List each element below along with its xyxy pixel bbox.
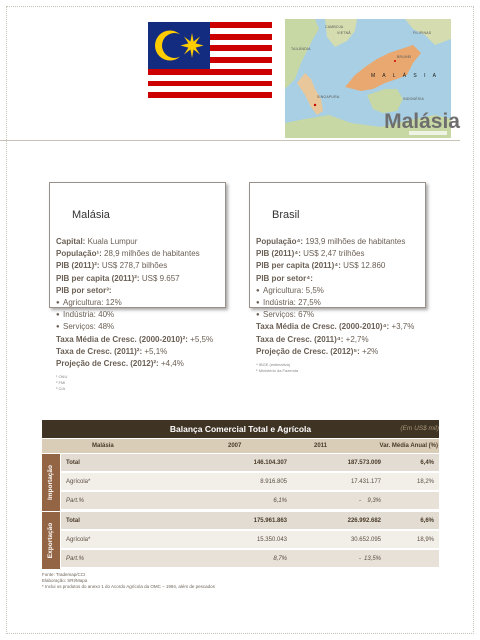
cell-2007: 6,1% — [273, 498, 287, 504]
import-side-label: Importação — [47, 464, 55, 501]
row-label: Part.% — [66, 498, 85, 504]
table-row — [61, 531, 439, 549]
map-label-thailand: TAILÂNDIA — [291, 47, 311, 51]
malaysia-notes — [56, 374, 213, 392]
row-label: Part.% — [66, 556, 85, 562]
malaysia-box-title: Malásia — [72, 209, 110, 221]
flag-canton — [148, 22, 210, 69]
note: ³ CIA — [56, 386, 66, 392]
avg-growth-key: Taxa Média de Cresc. (2000-2010)²: — [56, 334, 188, 344]
table-unit: (Em US$ mil) — [400, 425, 439, 432]
gdp-by-sector-key: PIB por setor⁴: — [256, 273, 313, 283]
gdp-key: PIB (2011)²: — [56, 261, 100, 271]
growth-key: Taxa de Cresc. (2011)²: — [56, 346, 143, 356]
brazil-info — [256, 236, 414, 374]
header-2007: 2007 — [228, 443, 242, 449]
cell-variation: 6,4% — [420, 460, 434, 466]
header-variation: Var. Média Anual (%) — [379, 443, 438, 449]
sector-industry: ● Indústria: 40% — [56, 309, 213, 321]
sector-services: ● Serviços: 67% — [256, 309, 414, 321]
note: ⁴ IBGE (estimativa) — [256, 362, 291, 368]
gdp-per-capita-value: US$ 9.657 — [141, 273, 180, 283]
population-key: População⁴: — [256, 237, 304, 246]
map-label-cambodia: CAMBOJA — [325, 25, 344, 29]
capital-key: Capital: — [56, 237, 86, 246]
map-label-singapore: SINGAPURA — [317, 95, 340, 99]
table-row — [61, 512, 439, 530]
cell-variation: 18,9% — [416, 537, 434, 543]
table-footnote: * Inclui os produtos do anexo 1 do Acordo Agrícola da OMC – 1994, além de pescados — [42, 584, 215, 589]
malaysia-info — [56, 236, 213, 392]
cell-variation: 18,2% — [416, 479, 434, 485]
cell-2007: 146.104.307 — [253, 460, 287, 466]
page-title: Malásia — [384, 110, 460, 133]
population-value: 28,9 milhões de habitantes — [104, 249, 200, 259]
population-value: 193,9 milhões de habitantes — [305, 237, 406, 246]
cell-2011: 17.431.177 — [350, 479, 381, 485]
row-label: Agrícola* — [66, 479, 91, 485]
row-label: Total — [66, 460, 80, 466]
cell-2011: 9,3% — [367, 498, 381, 504]
map-label-indonesia: INDONÉSIA — [403, 97, 425, 101]
brazil-notes — [256, 362, 414, 374]
table-row — [61, 492, 439, 510]
header-2011: 2011 — [314, 443, 328, 449]
malaysia-flag — [148, 22, 272, 104]
avg-growth-value: +3,7% — [391, 322, 415, 332]
gdp-per-capita-value: US$ 12.860 — [343, 261, 386, 271]
gdp-value: US$ 278,7 bilhões — [101, 261, 168, 271]
cell-2011: 187.573.009 — [347, 460, 381, 466]
export-side-label-wrap — [42, 512, 60, 569]
cell-2007: 15.350.043 — [256, 537, 287, 543]
population-key: População¹: — [56, 249, 102, 259]
cell-2007: 8,7% — [273, 556, 287, 562]
table-row — [61, 473, 439, 491]
growth-value: +2,7% — [345, 334, 369, 344]
gdp-per-capita-key: PIB per capita (2011)²: — [56, 273, 140, 283]
projection-value: +4,4% — [160, 359, 184, 369]
projection-value: +2% — [362, 346, 379, 356]
cell-2007: 8.916.805 — [260, 479, 287, 485]
table-row — [61, 454, 439, 472]
capital-value: Kuala Lumpur — [87, 237, 138, 246]
header-country: Malásia — [92, 443, 114, 449]
import-side-label-wrap — [42, 454, 60, 511]
projection-key: Projeção de Cresc. (2012)⁵: — [256, 346, 360, 356]
brazil-box-title: Brasil — [272, 209, 300, 221]
sector-agriculture: ● Agricultura: 5,5% — [256, 285, 414, 297]
cell-2011: 13,5% — [363, 556, 381, 562]
growth-key: Taxa de Cresc. (2011)⁴: — [256, 334, 344, 344]
gdp-value: US$ 2,47 trilhões — [303, 249, 365, 259]
avg-growth-key: Taxa Média de Cresc. (2000-2010)⁴: — [256, 322, 390, 332]
map-label-philippines: FILIPINAS — [413, 31, 432, 35]
cell-2011: 226.992.682 — [347, 518, 381, 524]
avg-growth-value: +5,5% — [190, 334, 214, 344]
map-label-malaysia: M A L Á S I A — [371, 73, 439, 79]
projection-key: Projeção de Cresc. (2012)²: — [56, 359, 159, 369]
table-row — [61, 550, 439, 568]
note: ² FMI — [56, 380, 66, 386]
table-title: Balança Comercial Total e Agrícola — [169, 424, 312, 434]
growth-value: +5,1% — [144, 346, 168, 356]
row-label: Total — [66, 518, 80, 524]
cell-variation: - — [359, 556, 361, 562]
cell-2007: 175.961.863 — [253, 518, 287, 524]
cell-variation: - — [359, 498, 361, 504]
sector-services: ● Serviços: 48% — [56, 321, 213, 333]
title-divider — [0, 140, 460, 141]
gdp-by-sector-key: PIB por setor³: — [56, 285, 112, 295]
cell-2011: 30.652.095 — [350, 537, 381, 543]
note: ¹ ONU — [56, 374, 68, 380]
row-label: Agrícola* — [66, 537, 91, 543]
gdp-key: PIB (2011)⁴: — [256, 249, 301, 259]
table-elaboration: Elaboração: SRI/Mapa — [42, 578, 88, 583]
gdp-per-capita-key: PIB per capita (2011)⁴: — [256, 261, 341, 271]
sector-agriculture: ● Agricultura: 12% — [56, 297, 213, 309]
note: ⁵ Ministério da Fazenda — [256, 368, 299, 374]
sector-industry: ● Indústria: 27,5% — [256, 297, 414, 309]
table-source: Fonte: Trademap/CCI — [42, 572, 86, 577]
map-label-vietnam: VIETNÃ — [337, 31, 351, 35]
cell-variation: 6,6% — [420, 518, 434, 524]
map-label-brunei: BRUNEI — [397, 55, 412, 59]
export-side-label: Exportação — [47, 522, 55, 559]
